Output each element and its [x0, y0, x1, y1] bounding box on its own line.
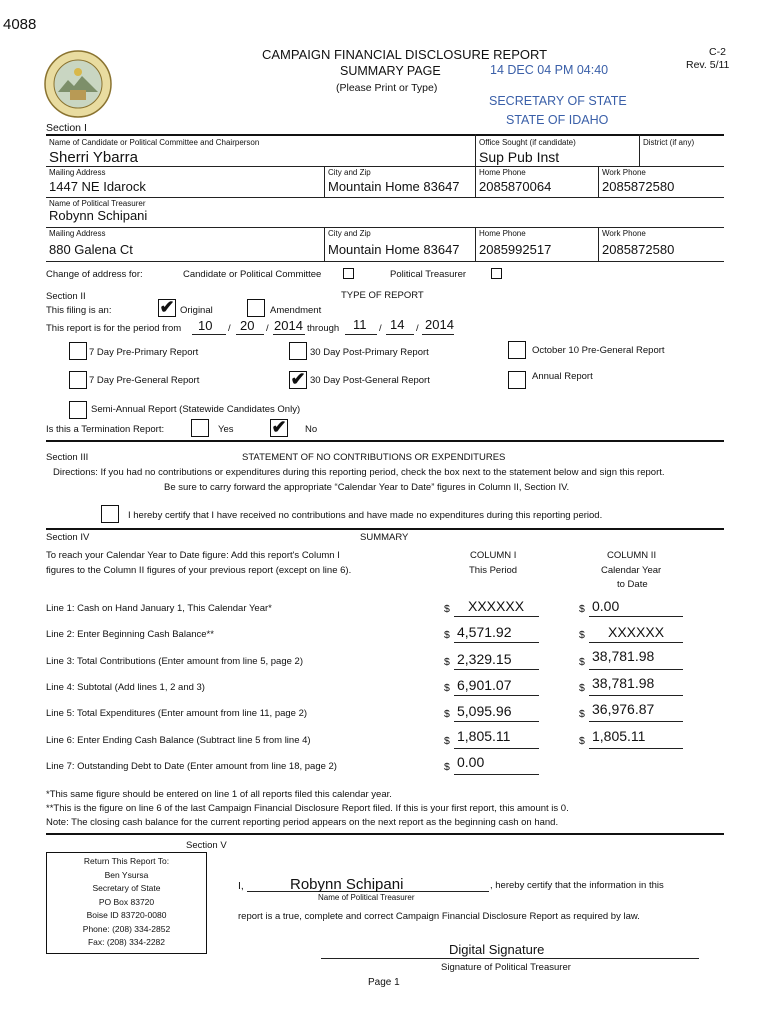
column-2-subheader-2: to Date [617, 579, 648, 590]
form-code: C-2 [709, 46, 726, 58]
return-line: Return This Report To: [83, 856, 170, 866]
summary-title: SUMMARY [360, 532, 409, 543]
october-pre-general-label: October 10 Pre-General Report [532, 345, 665, 356]
date-separator: / [379, 323, 382, 334]
no-contributions-checkbox[interactable] [101, 505, 119, 523]
column-1-subheader: This Period [469, 565, 518, 576]
currency-sign: $ [579, 603, 585, 615]
line-2-col2[interactable]: XXXXXX [608, 624, 665, 640]
line-5-label: Line 5: Total Expenditures (Enter amount from line 11, page 2) [46, 708, 308, 719]
post-general-30day-checkbox[interactable]: ✔ [290, 369, 306, 389]
currency-sign: $ [579, 682, 585, 694]
office-sought-field[interactable]: Sup Pub Inst [479, 149, 560, 165]
footnote-2: **This is the figure on line 6 of the last Campaign Financial Disclosure Report filed. If this is your first report, this amount is 0. [46, 803, 569, 814]
line-1-col2[interactable]: 0.00 [592, 598, 620, 614]
line-3-col1[interactable]: 2,329.15 [457, 651, 512, 667]
summary-intro-2: figures to the Column II figures of your previous report (except on line 6). [46, 565, 352, 576]
return-address-box [46, 852, 207, 954]
period-from-day[interactable]: 20 [240, 318, 255, 333]
line-5-col1[interactable]: 5,095.96 [457, 703, 512, 719]
original-checkbox[interactable]: ✔ [159, 297, 175, 317]
candidate-name-field[interactable]: Sherri Ybarra [49, 149, 138, 166]
return-line: PO Box 83720 [98, 896, 155, 907]
date-separator: / [266, 323, 269, 334]
section-3-title: STATEMENT OF NO CONTRIBUTIONS OR EXPENDITURES [242, 452, 506, 463]
pre-general-7day-checkbox[interactable] [69, 371, 87, 389]
section-3-directions-2: Be sure to carry forward the appropriate “Calendar Year to Date” figures in Column II, Section IV. [164, 482, 570, 493]
form-subtitle: SUMMARY PAGE [340, 64, 441, 78]
type-of-report-title: TYPE OF REPORT [341, 290, 424, 301]
currency-sign: $ [444, 682, 450, 694]
termination-no-checkbox[interactable]: ✔ [271, 417, 287, 437]
line-2-col1[interactable]: 4,571.92 [457, 624, 512, 640]
termination-label: Is this a Termination Report: [46, 424, 165, 435]
section-1-label: Section I [46, 122, 87, 134]
city-zip-field[interactable]: Mountain Home 83647 [328, 179, 460, 194]
period-to-day[interactable]: 14 [390, 317, 405, 332]
line-4-label: Line 4: Subtotal (Add lines 1, 2 and 3) [46, 682, 205, 693]
digital-signature[interactable]: Digital Signature [449, 942, 545, 957]
treasurer-city-field[interactable]: Mountain Home 83647 [328, 242, 460, 257]
line-7-col1[interactable]: 0.00 [457, 754, 485, 770]
currency-sign: $ [579, 656, 585, 668]
change-of-address-label: Change of address for: [46, 269, 143, 280]
line-6-label: Line 6: Enter Ending Cash Balance (Subtract line 5 from line 4) [46, 735, 311, 746]
treasurer-mailing-field[interactable]: 880 Galena Ct [49, 242, 133, 257]
annual-report-checkbox[interactable] [508, 371, 526, 389]
currency-sign: $ [579, 735, 585, 747]
annual-report-label: Annual Report [532, 371, 593, 382]
line-4-col2[interactable]: 38,781.98 [592, 675, 655, 691]
return-line: Secretary of State [92, 883, 161, 893]
form-title: CAMPAIGN FINANCIAL DISCLOSURE REPORT [262, 47, 548, 62]
treasurer-name-caption: Name of Political Treasurer [318, 893, 415, 902]
print-instructions: (Please Print or Type) [336, 82, 438, 94]
amendment-label: Amendment [270, 305, 322, 316]
footnote-1: *This same figure should be entered on line 1 of all reports filed this calendar year. [46, 789, 392, 800]
section-4-label: Section IV [46, 532, 90, 543]
line-1-label: Line 1: Cash on Hand January 1, This Calendar Year* [46, 603, 272, 614]
received-stamp-office: SECRETARY OF STATE [489, 94, 627, 108]
post-primary-30day-label: 30 Day Post-Primary Report [310, 347, 429, 358]
section-2-label: Section II [46, 291, 86, 302]
received-stamp-date: 14 DEC 04 PM 04:40 [490, 63, 609, 77]
period-from-year[interactable]: 2014 [274, 318, 303, 333]
return-line: Phone: (208) 334-2852 [82, 923, 171, 934]
treasurer-certify-name[interactable]: Robynn Schipani [290, 876, 404, 893]
mailing-address-label: Mailing Address [49, 168, 106, 177]
amendment-checkbox[interactable] [247, 299, 265, 317]
currency-sign: $ [444, 603, 450, 615]
no-contributions-statement: I hereby certify that I have received no contributions and have made no expenditures during this reporting period. [128, 510, 603, 521]
certify-statement-tail: , hereby certify that the information in this [490, 880, 664, 891]
period-from-month[interactable]: 10 [198, 318, 213, 333]
district-label: District (if any) [643, 138, 695, 147]
currency-sign: $ [444, 761, 450, 773]
footnote-3: Note: The closing cash balance for the current reporting period appears on the next report as the beginning cash on hand. [46, 817, 559, 828]
termination-yes-label: Yes [218, 424, 234, 435]
line-3-col2[interactable]: 38,781.98 [592, 648, 655, 664]
work-phone-field[interactable]: 2085872580 [602, 179, 675, 194]
treasurer-home-label: Home Phone [479, 229, 526, 238]
treasurer-city-label: City and Zip [328, 229, 371, 238]
line-1-col1[interactable]: XXXXXX [468, 598, 525, 614]
period-to-month[interactable]: 11 [353, 317, 367, 332]
period-to-year[interactable]: 2014 [425, 317, 454, 332]
change-treasurer-label: Political Treasurer [390, 269, 467, 280]
currency-sign: $ [444, 735, 450, 747]
original-label: Original [180, 305, 213, 316]
currency-sign: $ [579, 629, 585, 641]
pre-general-7day-label: 7 Day Pre-General Report [89, 375, 200, 386]
signature-caption: Signature of Political Treasurer [441, 962, 571, 973]
city-zip-label: City and Zip [328, 168, 371, 177]
pre-primary-7day-checkbox[interactable] [69, 342, 87, 360]
treasurer-work-label: Work Phone [602, 229, 646, 238]
mailing-address-field[interactable]: 1447 NE Idarock [49, 179, 146, 194]
line-5-col2[interactable]: 36,976.87 [592, 701, 655, 717]
document-number: 4088 [3, 16, 37, 33]
line-6-col1[interactable]: 1,805.11 [457, 728, 511, 744]
date-separator: / [416, 323, 419, 334]
through-label: through [307, 323, 340, 334]
post-general-30day-label: 30 Day Post-General Report [310, 375, 430, 386]
change-candidate-checkbox[interactable] [343, 268, 354, 279]
change-candidate-label: Candidate or Political Committee [183, 269, 322, 280]
treasurer-work-field[interactable]: 2085872580 [602, 242, 675, 257]
return-line: Fax: (208) 334-2282 [87, 937, 166, 947]
home-phone-label: Home Phone [479, 168, 526, 177]
termination-yes-checkbox[interactable] [191, 419, 209, 437]
line-6-col2[interactable]: 1,805.11 [592, 728, 646, 744]
page-number: Page 1 [368, 977, 400, 988]
return-line: Ben Ysursa [104, 869, 149, 880]
certify-i: I, [238, 880, 244, 892]
currency-sign: $ [444, 656, 450, 668]
column-1-header: COLUMN I [470, 550, 517, 561]
certify-statement-2: report is a true, complete and correct Campaign Financial Disclosure Report as required by law. [238, 911, 640, 922]
line-3-label: Line 3: Total Contributions (Enter amount from line 5, page 2) [46, 656, 303, 667]
currency-sign: $ [444, 708, 450, 720]
column-2-subheader: Calendar Year [601, 565, 662, 576]
work-phone-label: Work Phone [602, 168, 646, 177]
treasurer-name-label: Name of Political Treasurer [49, 199, 146, 208]
line-2-label: Line 2: Enter Beginning Cash Balance** [46, 629, 214, 640]
line-7-label: Line 7: Outstanding Debt to Date (Enter amount from line 18, page 2) [46, 761, 337, 772]
return-line: Boise ID 83720-0080 [86, 910, 167, 920]
office-sought-label: Office Sought (if candidate) [479, 138, 576, 147]
date-separator: / [228, 323, 231, 334]
change-treasurer-checkbox[interactable] [491, 268, 502, 279]
filing-type-label: This filing is an: [46, 305, 112, 316]
line-4-col1[interactable]: 6,901.07 [457, 677, 512, 693]
treasurer-name-field[interactable]: Robynn Schipani [49, 208, 148, 223]
semi-annual-checkbox[interactable] [69, 401, 87, 419]
post-primary-30day-checkbox[interactable] [289, 342, 307, 360]
treasurer-home-field[interactable]: 2085992517 [479, 242, 552, 257]
home-phone-field[interactable]: 2085870064 [479, 179, 552, 194]
column-2-header: COLUMN II [607, 550, 657, 561]
state-seal [44, 50, 112, 118]
form-revision: Rev. 5/11 [686, 59, 730, 71]
summary-intro-1: To reach your Calendar Year to Date figure: Add this report's Column I [46, 550, 340, 561]
section-3-directions-1: Directions: If you had no contributions or expenditures during this reporting period, check the box next to the statement below and sign this report. [53, 467, 665, 478]
semi-annual-label: Semi-Annual Report (Statewide Candidates Only) [91, 404, 301, 415]
october-pre-general-checkbox[interactable] [508, 341, 526, 359]
period-label: This report is for the period from [46, 323, 182, 334]
currency-sign: $ [444, 629, 450, 641]
candidate-name-label: Name of Candidate or Political Committee and Chairperson [49, 138, 260, 147]
section-3-label: Section III [46, 452, 89, 463]
received-stamp-state: STATE OF IDAHO [506, 113, 609, 127]
currency-sign: $ [579, 708, 585, 720]
section-5-label: Section V [186, 840, 227, 851]
termination-no-label: No [305, 424, 318, 435]
pre-primary-7day-label: 7 Day Pre-Primary Report [89, 347, 199, 358]
treasurer-mailing-label: Mailing Address [49, 229, 106, 238]
